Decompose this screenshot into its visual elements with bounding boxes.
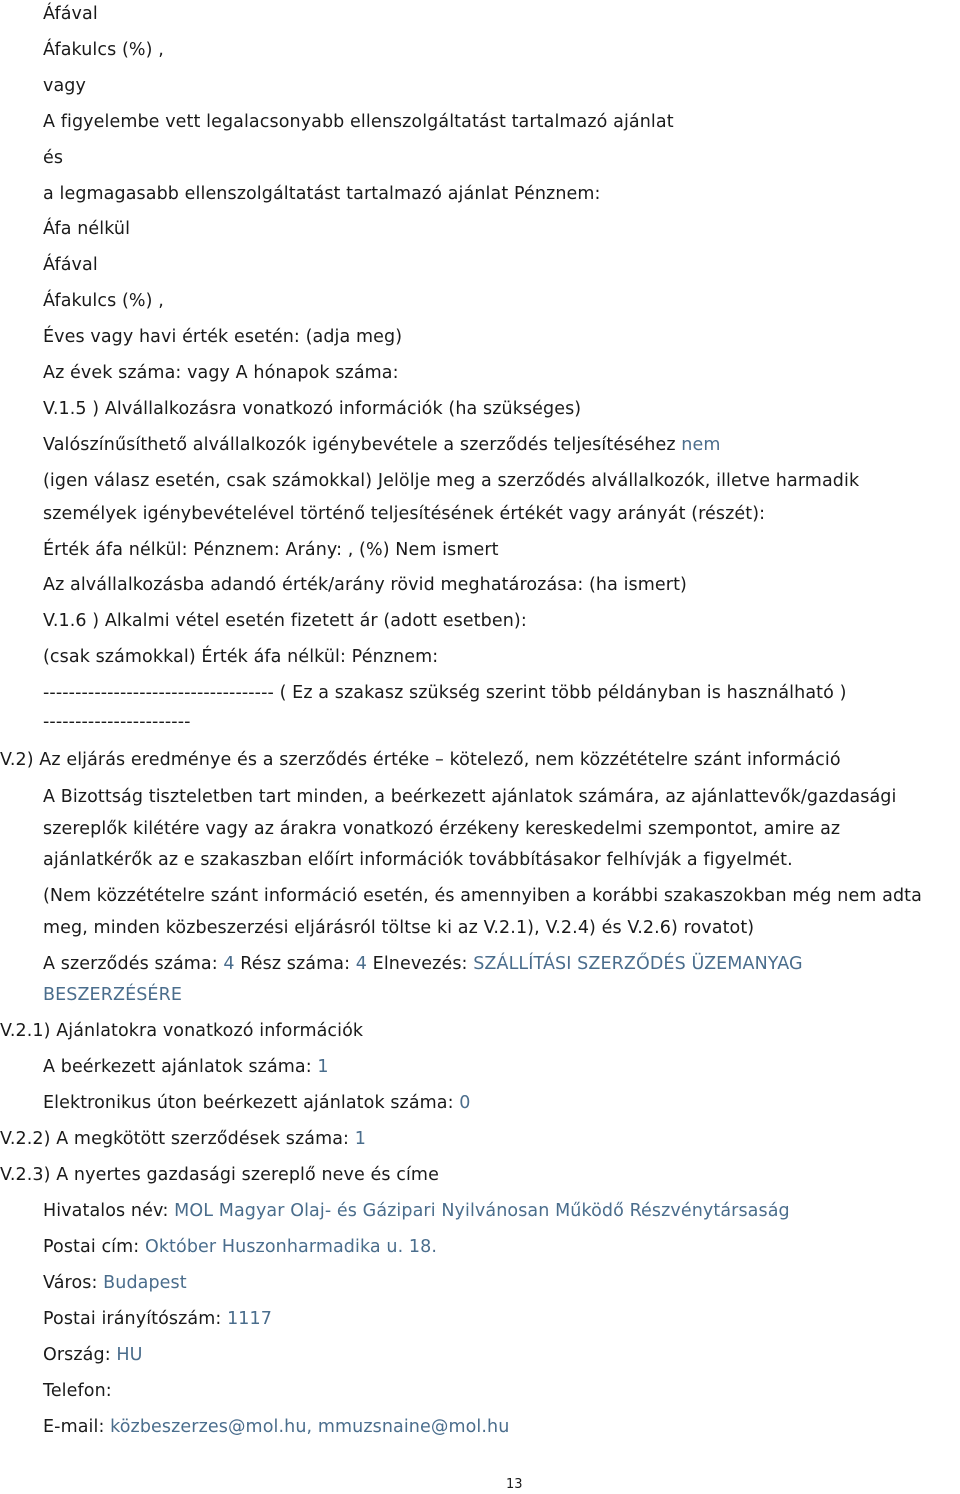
- text-line: Érték áfa nélkül: Pénznem: Arány: , (%) Nem ismert: [43, 540, 499, 560]
- label: Valószínűsíthető alvállalkozók igénybevétele a szerződés teljesítéséhez: [43, 435, 682, 455]
- text-line: [43, 1343, 143, 1367]
- text-line: a legmagasabb ellenszolgáltatást tartalmazó ajánlat Pénznem:: [43, 184, 601, 204]
- email-links[interactable]: közbeszerzes@mol.hu, mmuzsnaine@mol.hu: [110, 1417, 510, 1437]
- text-line: Áfa nélkül: [43, 219, 131, 239]
- text-line: szereplők kilétére vagy az árakra vonatkozó érzékeny kereskedelmi szempontot, amire az: [43, 819, 841, 839]
- text-line: [43, 1055, 329, 1079]
- text-line: A Bizottság tiszteletben tart minden, a beérkezett ajánlatok számára, az ajánlattevők/gazdasági: [43, 787, 897, 807]
- value: SZÁLLÍTÁSI SZERZŐDÉS ÜZEMANYAG: [473, 954, 803, 974]
- text-line: meg, minden közbeszerzési eljárásról töltse ki az V.2.1), V.2.4) és V.2.6) rovatot): [43, 918, 755, 938]
- text-line: Áfakulcs (%) ,: [43, 40, 164, 60]
- label: Hivatalos név:: [43, 1201, 175, 1221]
- label: Rész száma:: [234, 954, 356, 974]
- section-heading: V.1.5 ) Alvállalkozásra vonatkozó információk (ha szükséges): [43, 399, 582, 419]
- text-line: (Nem közzétételre szánt információ esetén, és amennyiben a korábbi szakaszokban még nem adta: [43, 886, 922, 906]
- value: 1: [317, 1057, 329, 1077]
- text-line: [43, 1271, 187, 1295]
- value-line: BESZERZÉSÉRE: [43, 985, 183, 1005]
- value: 4: [223, 954, 235, 974]
- text-line: [43, 1415, 509, 1439]
- label: Elnevezés:: [367, 954, 474, 974]
- text-line: (csak számokkal) Érték áfa nélkül: Pénznem:: [43, 647, 439, 667]
- label: A beérkezett ajánlatok száma:: [43, 1057, 318, 1077]
- page-number: 13: [506, 1477, 523, 1492]
- text-line: [43, 1235, 437, 1259]
- text-line: [43, 1091, 471, 1115]
- section-heading: V.2.1) Ajánlatokra vonatkozó információk: [0, 1021, 364, 1041]
- label: Elektronikus úton beérkezett ajánlatok száma:: [43, 1093, 460, 1113]
- value: 0: [459, 1093, 471, 1113]
- text-line: (igen válasz esetén, csak számokkal) Jelölje meg a szerződés alvállalkozók, illetve harmadik: [43, 471, 860, 491]
- label: Postai cím:: [43, 1237, 145, 1257]
- value: nem: [681, 435, 721, 455]
- label: Ország:: [43, 1345, 117, 1365]
- text-line: ajánlatkérők az e szakaszban előírt információk továbbításakor felhívják a figyelmét.: [43, 850, 793, 870]
- value: Budapest: [103, 1273, 187, 1293]
- label: E-mail:: [43, 1417, 111, 1437]
- separator-line: -----------------------: [43, 712, 191, 732]
- text-line: Éves vagy havi érték esetén: (adja meg): [43, 327, 403, 347]
- text-line: Áfakulcs (%) ,: [43, 291, 164, 311]
- text-line: [43, 952, 803, 976]
- text-line: [43, 433, 721, 457]
- value: HU: [116, 1345, 143, 1365]
- value: Október Huszonharmadika u. 18.: [144, 1237, 438, 1257]
- value: 1: [354, 1129, 366, 1149]
- text-line: személyek igénybevételével történő teljesítésének értékét vagy arányát (részét):: [43, 504, 766, 524]
- section-heading: V.1.6 ) Alkalmi vétel esetén fizetett ár (adott esetben):: [43, 611, 527, 631]
- label: Város:: [43, 1273, 104, 1293]
- section-heading: [0, 1127, 366, 1151]
- label: A szerződés száma:: [43, 954, 224, 974]
- text-line: és: [43, 148, 64, 168]
- text-line: Az évek száma: vagy A hónapok száma:: [43, 363, 399, 383]
- text-line: vagy: [43, 76, 86, 96]
- text-line: [43, 1199, 790, 1223]
- text-line: Telefon:: [43, 1381, 112, 1401]
- section-heading: V.2) Az eljárás eredménye és a szerződés értéke – kötelező, nem közzétételre szánt információ: [0, 750, 841, 770]
- text-line: [43, 1307, 272, 1331]
- text-line: Az alvállalkozásba adandó érték/arány rövid meghatározása: (ha ismert): [43, 575, 687, 595]
- value: 4: [355, 954, 368, 974]
- text-line: Áfával: [43, 4, 98, 24]
- text-line: A figyelembe vett legalacsonyabb ellenszolgáltatást tartalmazó ajánlat: [43, 112, 674, 132]
- text-line: Áfával: [43, 255, 98, 275]
- label: Postai irányítószám:: [43, 1309, 228, 1329]
- value: 1117: [227, 1309, 272, 1329]
- section-heading: V.2.3) A nyertes gazdasági szereplő neve és címe: [0, 1165, 439, 1185]
- separator-line: ------------------------------------ ( Ez a szakasz szükség szerint több példányban is használható ): [43, 683, 847, 703]
- value: MOL Magyar Olaj- és Gázipari Nyilvánosan Működő Részvénytársaság: [174, 1201, 790, 1221]
- label: V.2.2) A megkötött szerződések száma:: [0, 1129, 355, 1149]
